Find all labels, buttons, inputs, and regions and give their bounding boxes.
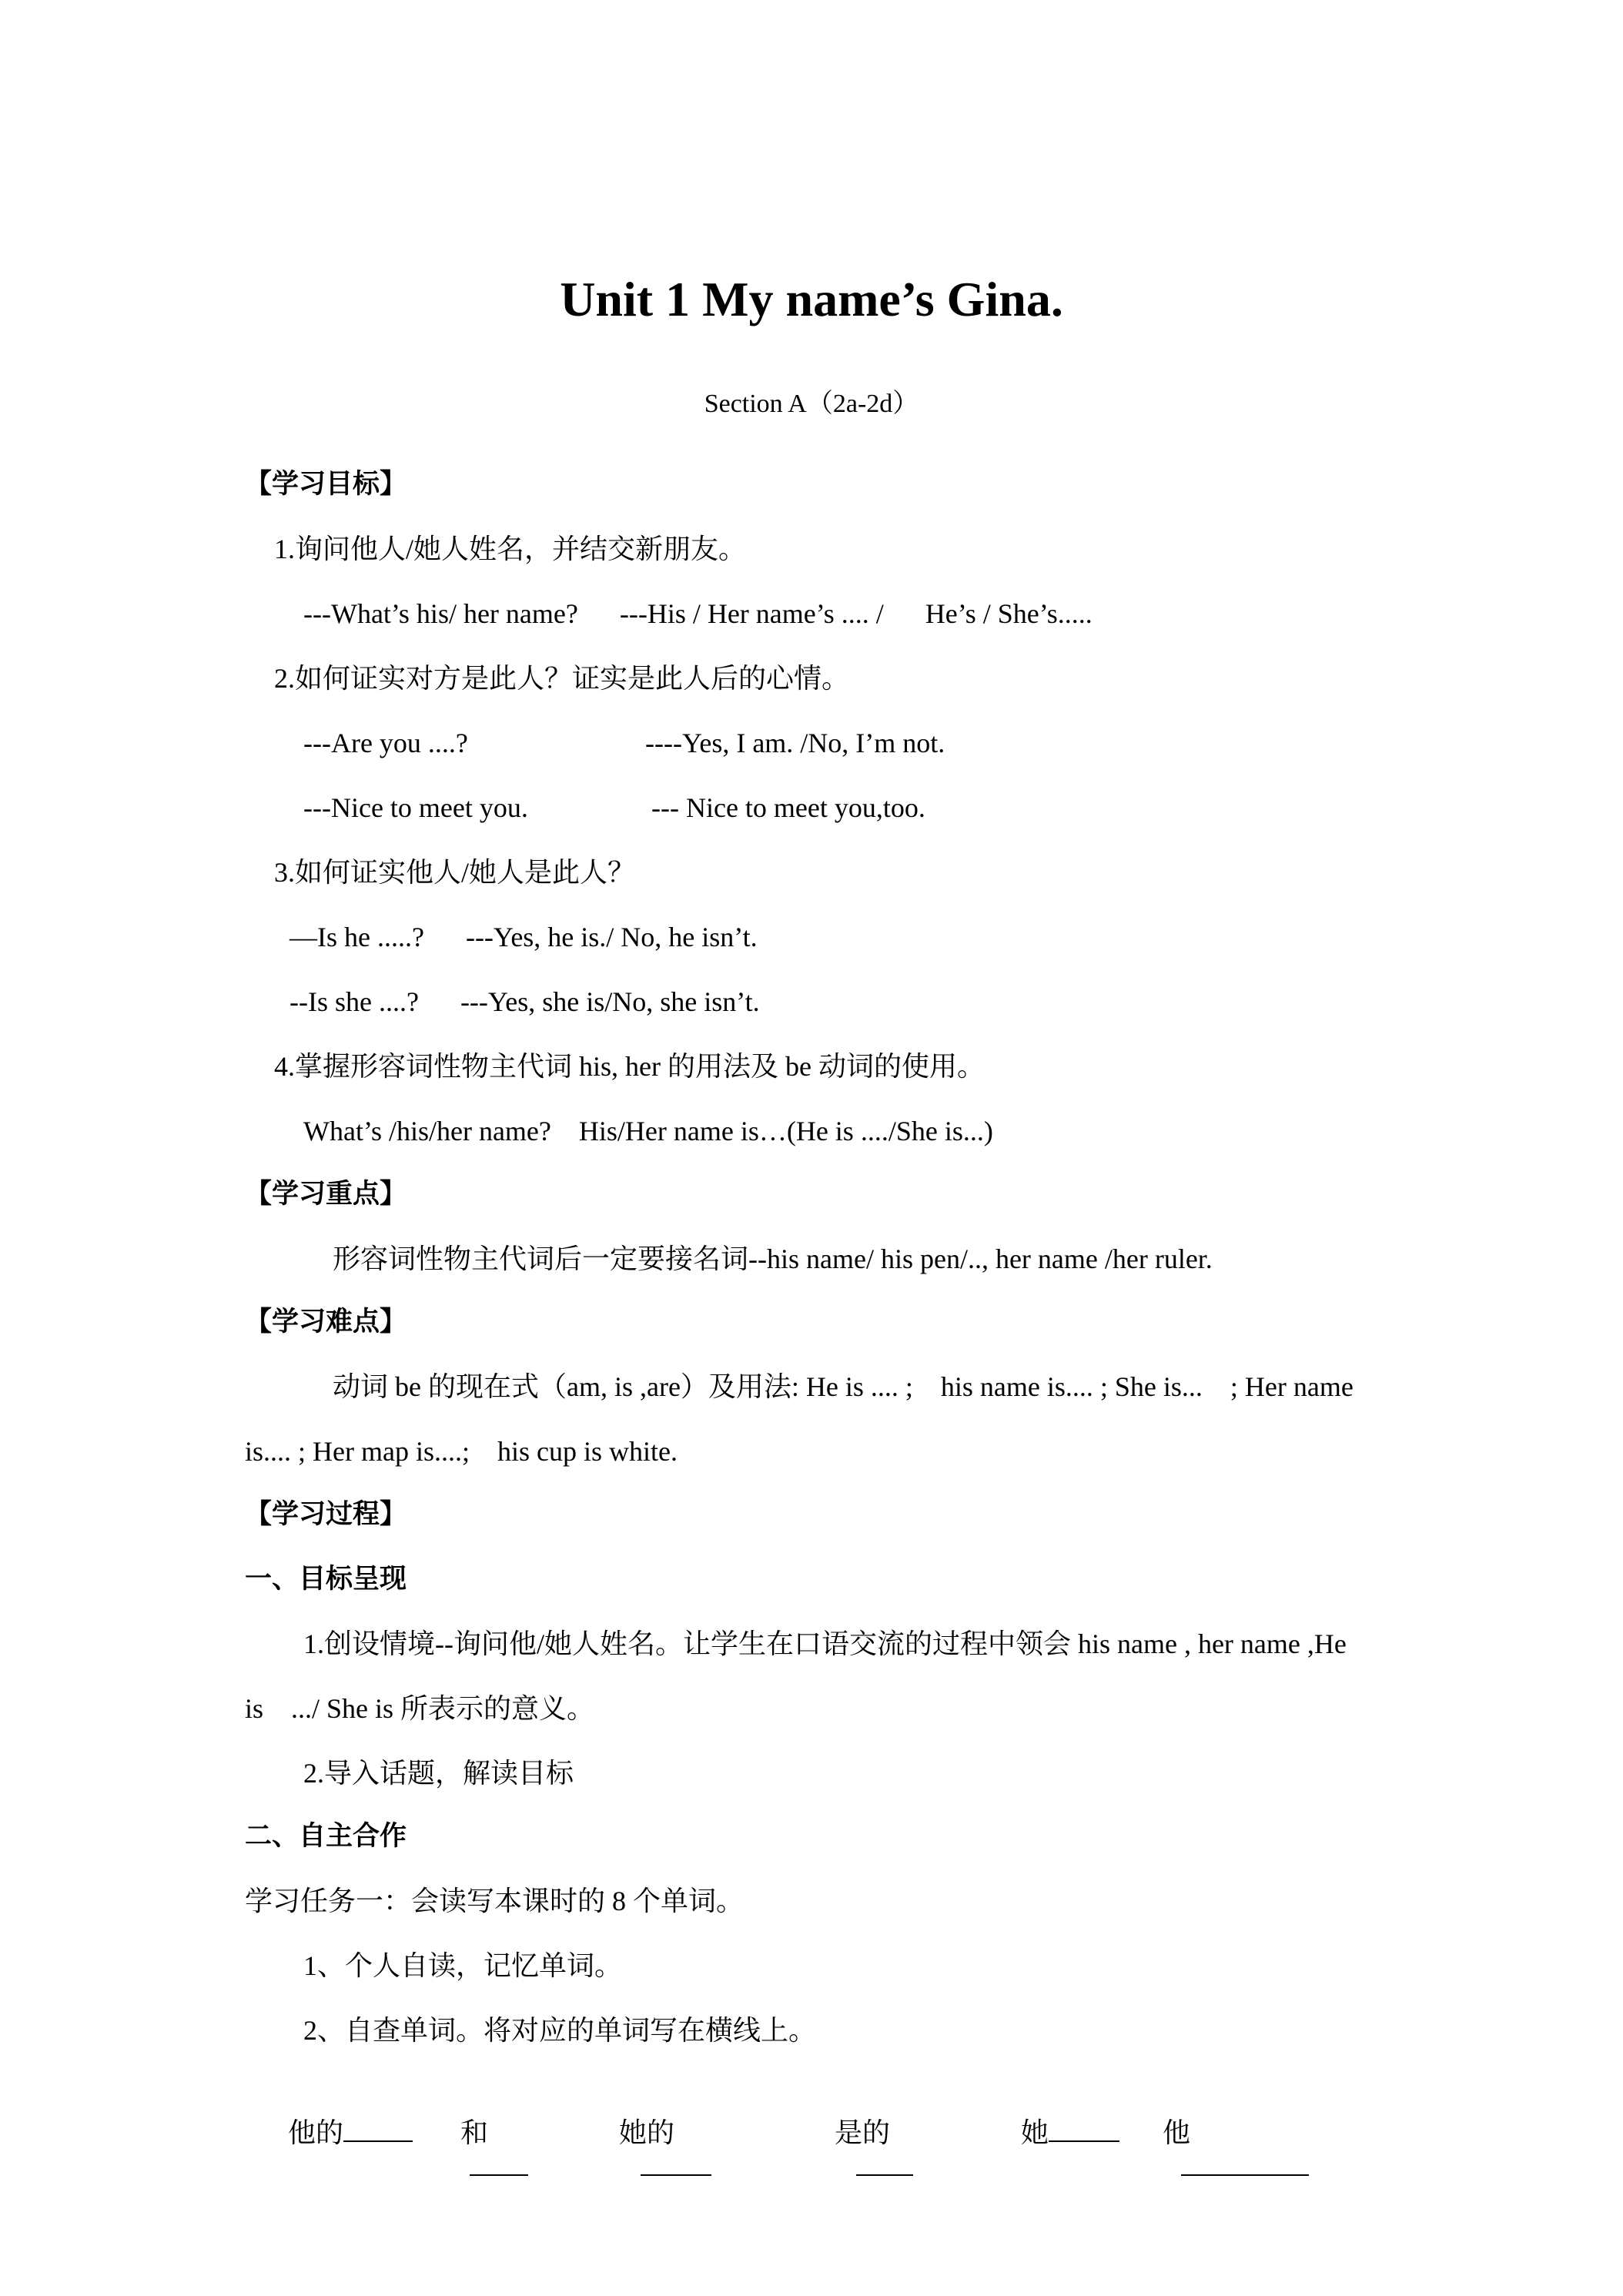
vocab-word: 他的 — [288, 2117, 344, 2148]
goal-1: 1.询问他人/她人姓名，并结交新朋友。 — [274, 534, 747, 564]
vocab-item — [447, 2079, 528, 2183]
goal-2-greeting-reply: --- Nice to meet you,too. — [651, 792, 925, 823]
vocab-item — [605, 2079, 711, 2183]
document-title: Unit 1 My name’s Gina. — [560, 272, 1063, 326]
key-points-text: 形容词性物主代词后一定要接名词--his name/ his pen/.., her name /her ruler. — [333, 1243, 1213, 1274]
vocab-item — [274, 2079, 413, 2150]
vocab-item — [821, 2079, 913, 2183]
part-1-heading: 一、目标呈现 — [245, 1564, 407, 1595]
key-points-heading: 【学习重点】 — [245, 1179, 407, 1210]
goal-3-example-she: --Is she ....? ---Yes, she is/No, she isn’t. — [289, 986, 760, 1017]
answer-blank[interactable] — [1049, 2140, 1119, 2142]
task-1-step-2: 2、自查单词。将对应的单词写在横线上。 — [303, 2015, 817, 2046]
vocab-item — [1007, 2079, 1119, 2150]
goal-1-example: ---What’s his/ her name? ---His / Her name’s .... / He’s / She’s..... — [303, 598, 1093, 629]
part-1-item-1-line1: 1.创设情境--询问他/她人姓名。让学生在口语交流的过程中领会 his name , her name ,He — [303, 1628, 1347, 1659]
part-2-heading: 二、自主合作 — [245, 1821, 407, 1852]
vocab-word: 她 — [1021, 2117, 1049, 2148]
goal-2-greeting: ---Nice to meet you. — [303, 792, 528, 823]
goal-2-example-answer: ----Yes, I am. /No, I’m not. — [645, 728, 945, 758]
vocab-word: 他 — [1163, 2117, 1191, 2148]
goal-3-example-he: —Is he .....? ---Yes, he is./ No, he isn’t. — [289, 922, 758, 952]
goal-3: 3.如何证实他人/她人是此人？ — [274, 857, 636, 888]
answer-blank[interactable] — [1181, 2174, 1309, 2176]
answer-blank[interactable] — [641, 2174, 711, 2176]
vocab-word: 是的 — [835, 2117, 891, 2148]
vocab-item — [1149, 2079, 1309, 2183]
vocab-word: 她的 — [619, 2117, 675, 2148]
goal-2: 2.如何证实对方是此人？证实是此人后的心情。 — [274, 663, 850, 694]
task-1: 学习任务一：会读写本课时的 8 个单词。 — [245, 1886, 745, 1916]
answer-blank[interactable] — [470, 2174, 528, 2176]
document-subtitle: Section A（2a-2d） — [704, 390, 919, 418]
answer-blank[interactable] — [856, 2174, 913, 2176]
goal-4: 4.掌握形容词性物主代词 his, her 的用法及 be 动词的使用。 — [274, 1051, 985, 1082]
difficulties-text-line2: is.... ; Her map is....; his cup is white. — [245, 1436, 678, 1467]
task-1-step-1: 1、个人自读，记忆单词。 — [303, 1950, 623, 1981]
part-1-item-1-line2: is .../ She is 所表示的意义。 — [245, 1693, 595, 1724]
difficulties-text-line1: 动词 be 的现在式（am, is ,are）及用法: He is .... ; his name is.... ; She is... ; Her name — [333, 1371, 1354, 1402]
goal-4-example: What’s /his/her name? His/Her name is…(He is ..../She is...) — [303, 1116, 993, 1146]
vocab-word: 和 — [460, 2117, 489, 2148]
goal-2-example-question: ---Are you ....? — [303, 728, 468, 758]
goals-heading: 【学习目标】 — [245, 469, 407, 500]
part-1-item-2: 2.导入话题，解读目标 — [303, 1758, 574, 1789]
process-heading: 【学习过程】 — [245, 1499, 407, 1530]
answer-blank[interactable] — [343, 2140, 413, 2142]
difficulties-heading: 【学习难点】 — [245, 1307, 407, 1337]
